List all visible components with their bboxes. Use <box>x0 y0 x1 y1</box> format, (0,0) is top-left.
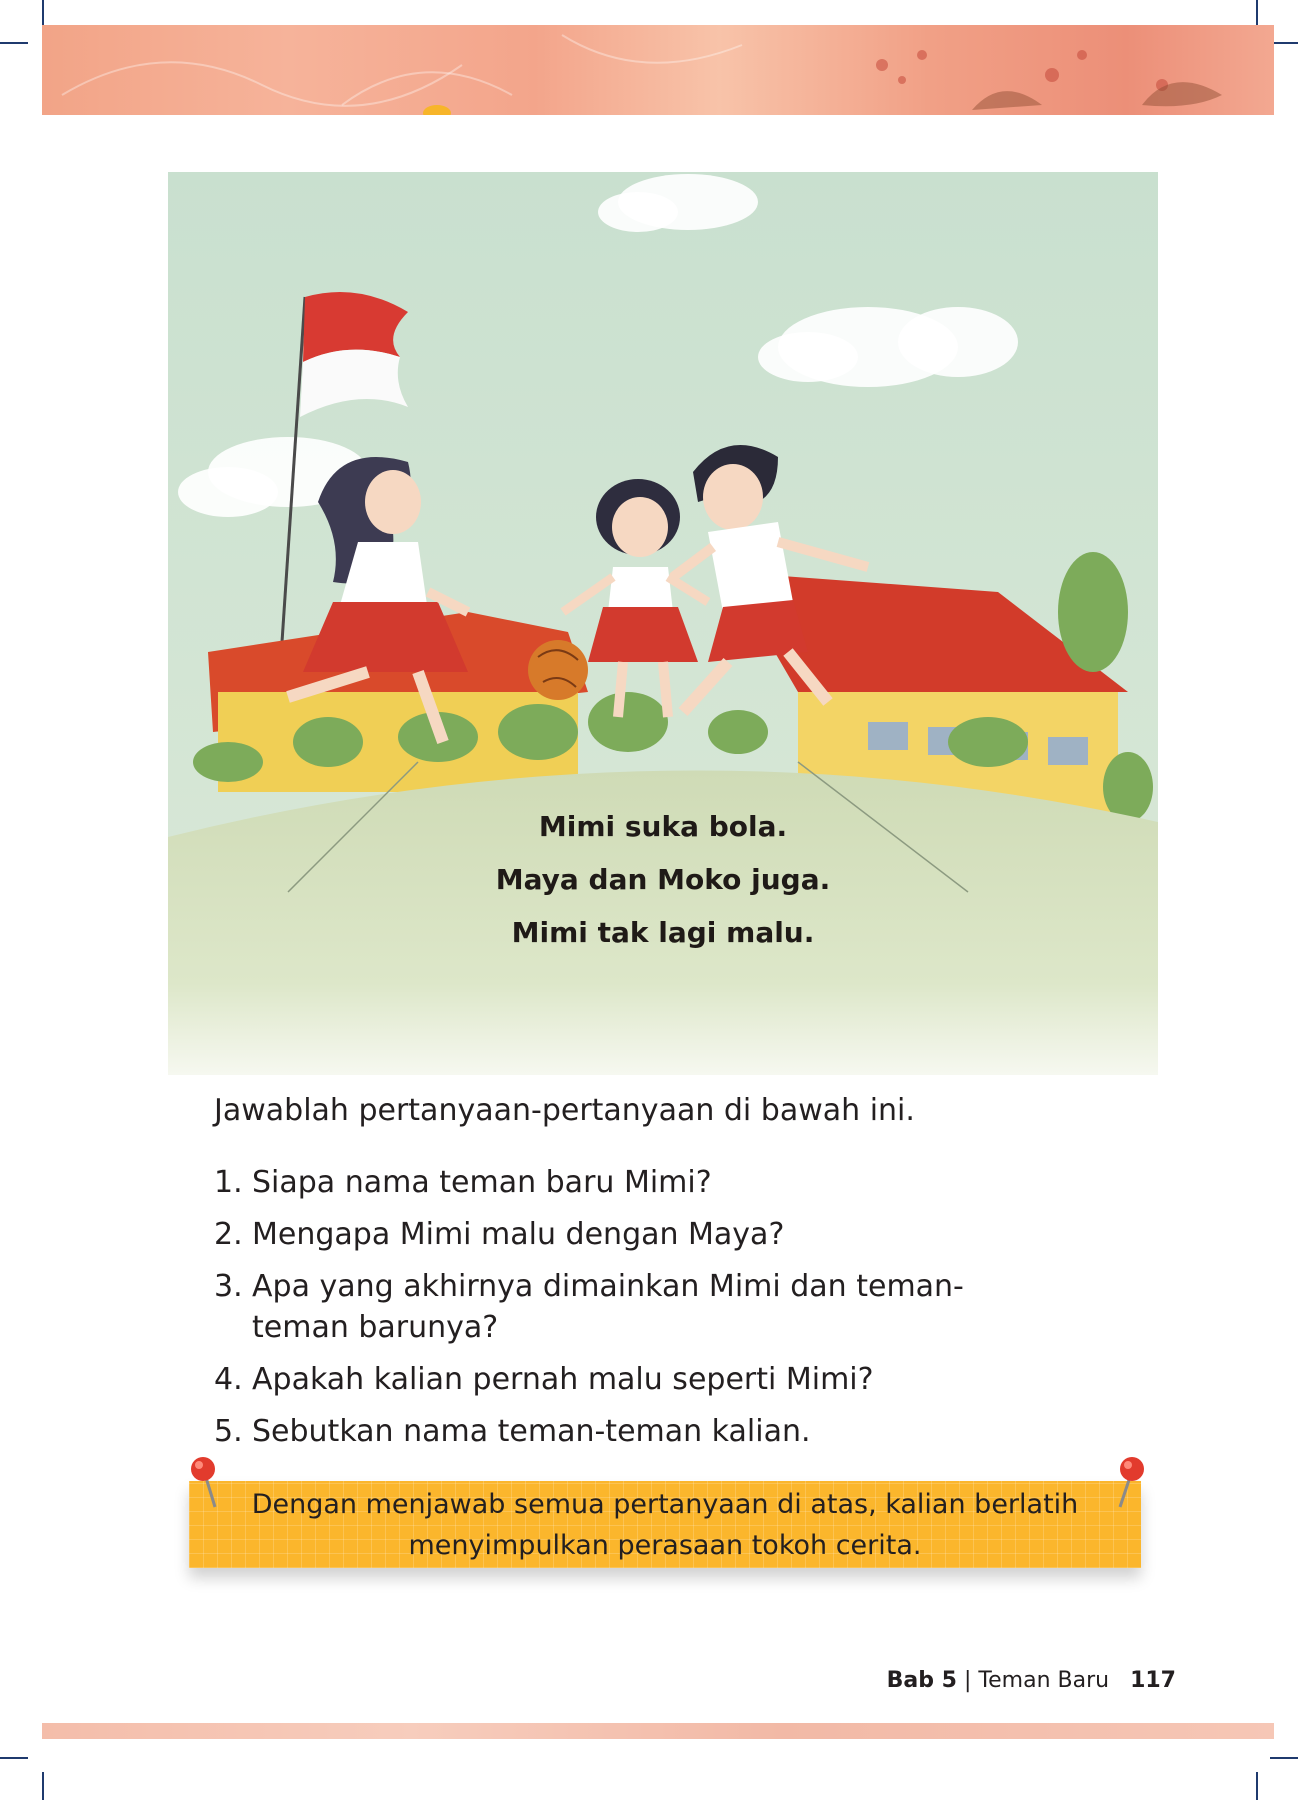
list-item <box>214 1214 1074 1255</box>
crop-mark <box>42 1772 44 1800</box>
caption-line: Mimi tak lagi malu. <box>511 916 815 949</box>
pushpin-icon <box>1108 1455 1148 1525</box>
question-number: 1. <box>214 1165 243 1200</box>
question-number: 5. <box>214 1414 243 1449</box>
footer-separator: | <box>964 1668 972 1693</box>
question-text: Siapa nama teman baru Mimi? <box>252 1165 712 1200</box>
chapter-label: Bab 5 <box>886 1668 957 1693</box>
page-number: 117 <box>1130 1668 1176 1693</box>
crop-mark <box>1270 42 1298 44</box>
illustration-caption <box>168 800 1158 959</box>
list-item <box>214 1266 1074 1348</box>
list-item <box>214 1411 1074 1452</box>
crop-mark <box>1256 0 1258 28</box>
question-text: Apa yang akhirnya dimainkan Mimi dan teman-teman barunya? <box>252 1269 964 1345</box>
crop-mark <box>0 1757 28 1759</box>
note-box <box>189 1481 1141 1568</box>
list-item <box>214 1359 1074 1400</box>
caption-line: Maya dan Moko juga. <box>495 863 831 896</box>
question-text: Apakah kalian pernah malu seperti Mimi? <box>252 1362 874 1397</box>
question-text: Mengapa Mimi malu dengan Maya? <box>252 1217 785 1252</box>
bottom-decorative-banner <box>42 1723 1274 1739</box>
page-footer <box>887 1668 1176 1693</box>
question-number: 3. <box>214 1269 243 1304</box>
chapter-title: Teman Baru <box>978 1668 1110 1693</box>
crop-mark <box>1270 1757 1298 1759</box>
pushpin-icon <box>187 1455 227 1525</box>
question-number: 4. <box>214 1362 243 1397</box>
instruction-text: Jawablah pertanyaan-pertanyaan di bawah ini. <box>214 1093 915 1128</box>
list-item <box>214 1162 1074 1203</box>
note-line: menyimpulkan perasaan tokoh cerita. <box>408 1530 922 1561</box>
top-decorative-banner <box>42 25 1274 115</box>
caption-line: Mimi suka bola. <box>538 810 788 843</box>
note-line: Dengan menjawab semua pertanyaan di atas, kalian berlatih <box>251 1489 1079 1520</box>
crop-mark <box>0 42 28 44</box>
question-list <box>214 1162 1074 1463</box>
crop-mark <box>1256 1772 1258 1800</box>
question-number: 2. <box>214 1217 243 1252</box>
crop-mark <box>42 0 44 28</box>
question-text: Sebutkan nama teman-teman kalian. <box>252 1414 811 1449</box>
